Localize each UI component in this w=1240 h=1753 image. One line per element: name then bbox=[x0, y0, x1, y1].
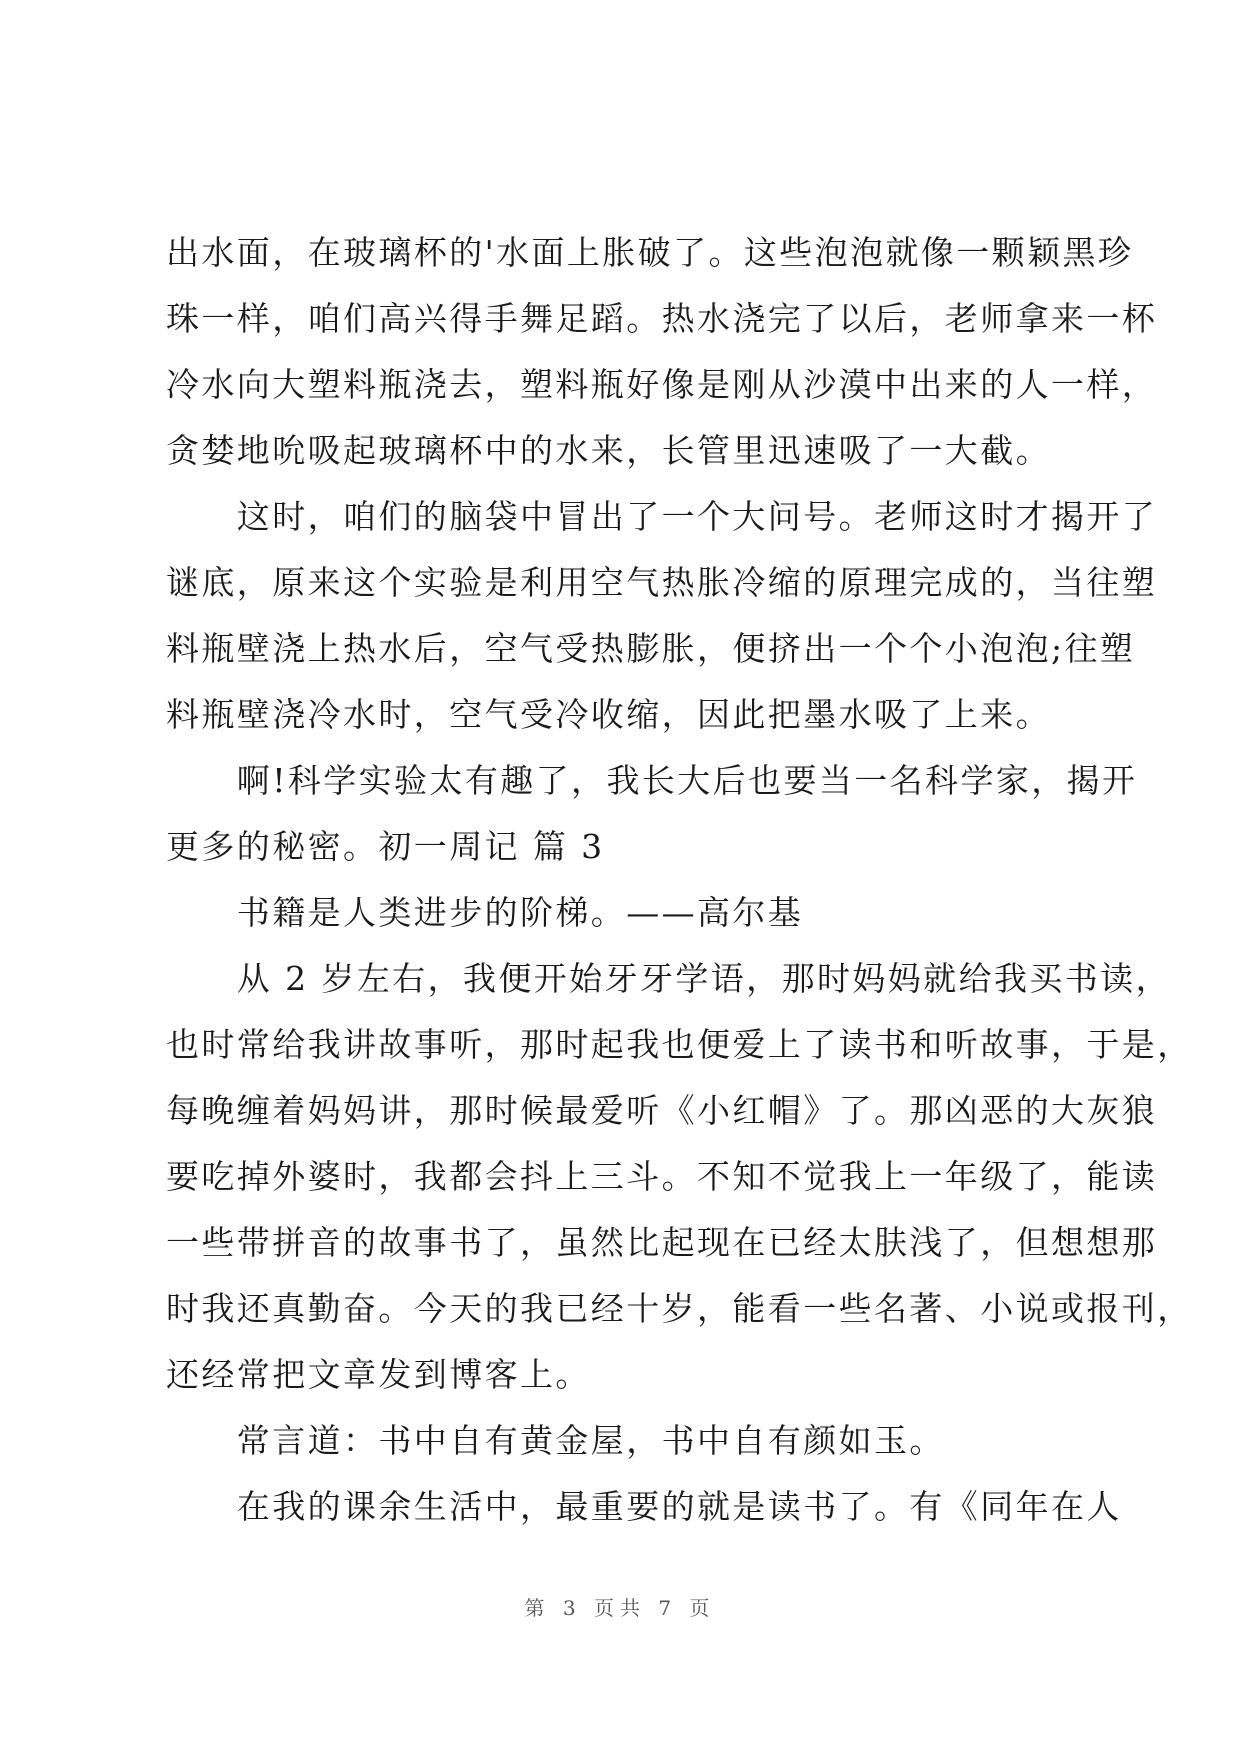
text-line: 啊!科学实验太有趣了，我长大后也要当一名科学家，揭开 bbox=[166, 761, 1138, 800]
text-line: 贪婪地吮吸起玻璃杯中的水来，长管里迅速吸了一大截。 bbox=[166, 431, 1051, 470]
text-line: 更多的秘密。初一周记 篇 3 bbox=[166, 827, 605, 866]
text-line: 冷水向大塑料瓶浇去，塑料瓶好像是刚从沙漠中出来的人一样， bbox=[166, 365, 1158, 404]
text-line: 要吃掉外婆时，我都会抖上三斗。不知不觉我上一年级了，能读 bbox=[166, 1157, 1158, 1196]
text-line: 珠一样，咱们高兴得手舞足蹈。热水浇完了以后，老师拿来一杯 bbox=[166, 299, 1158, 338]
page-footer bbox=[0, 1592, 1240, 1621]
text-line: 谜底，原来这个实验是利用空气热胀冷缩的原理完成的，当往塑 bbox=[166, 563, 1158, 602]
text-line: 还经常把文章发到博客上。 bbox=[166, 1355, 591, 1394]
text-line: 在我的课余生活中，最重要的就是读书了。有《同年在人 bbox=[166, 1487, 1122, 1526]
page-number-label: 第 3 页共 7 页 bbox=[524, 1596, 716, 1620]
text-line: 一些带拼音的故事书了，虽然比起现在已经太肤浅了，但想想那 bbox=[166, 1223, 1158, 1262]
text-line: 也时常给我讲故事听，那时起我也便爱上了读书和听故事，于是， bbox=[166, 1025, 1193, 1064]
text-line: 常言道：书中自有黄金屋，书中自有颜如玉。 bbox=[166, 1421, 945, 1460]
text-line: 从 2 岁左右，我便开始牙牙学语，那时妈妈就给我买书读， bbox=[166, 959, 1171, 998]
text-line: 料瓶壁浇上热水后，空气受热膨胀，便挤出一个个小泡泡;往塑 bbox=[166, 629, 1136, 668]
text-line: 出水面，在玻璃杯的'水面上胀破了。这些泡泡就像一颗颖黑珍 bbox=[166, 233, 1134, 272]
body-text bbox=[166, 220, 1193, 1540]
text-line: 书籍是人类进步的阶梯。——高尔基 bbox=[166, 893, 804, 932]
text-line: 每晚缠着妈妈讲，那时候最爱听《小红帽》了。那凶恶的大灰狼 bbox=[166, 1091, 1158, 1130]
text-line: 这时，咱们的脑袋中冒出了一个大问号。老师这时才揭开了 bbox=[166, 497, 1158, 536]
text-line: 时我还真勤奋。今天的我已经十岁，能看一些名著、小说或报刊， bbox=[166, 1289, 1193, 1328]
text-line: 料瓶壁浇冷水时，空气受冷收缩，因此把墨水吸了上来。 bbox=[166, 695, 1051, 734]
